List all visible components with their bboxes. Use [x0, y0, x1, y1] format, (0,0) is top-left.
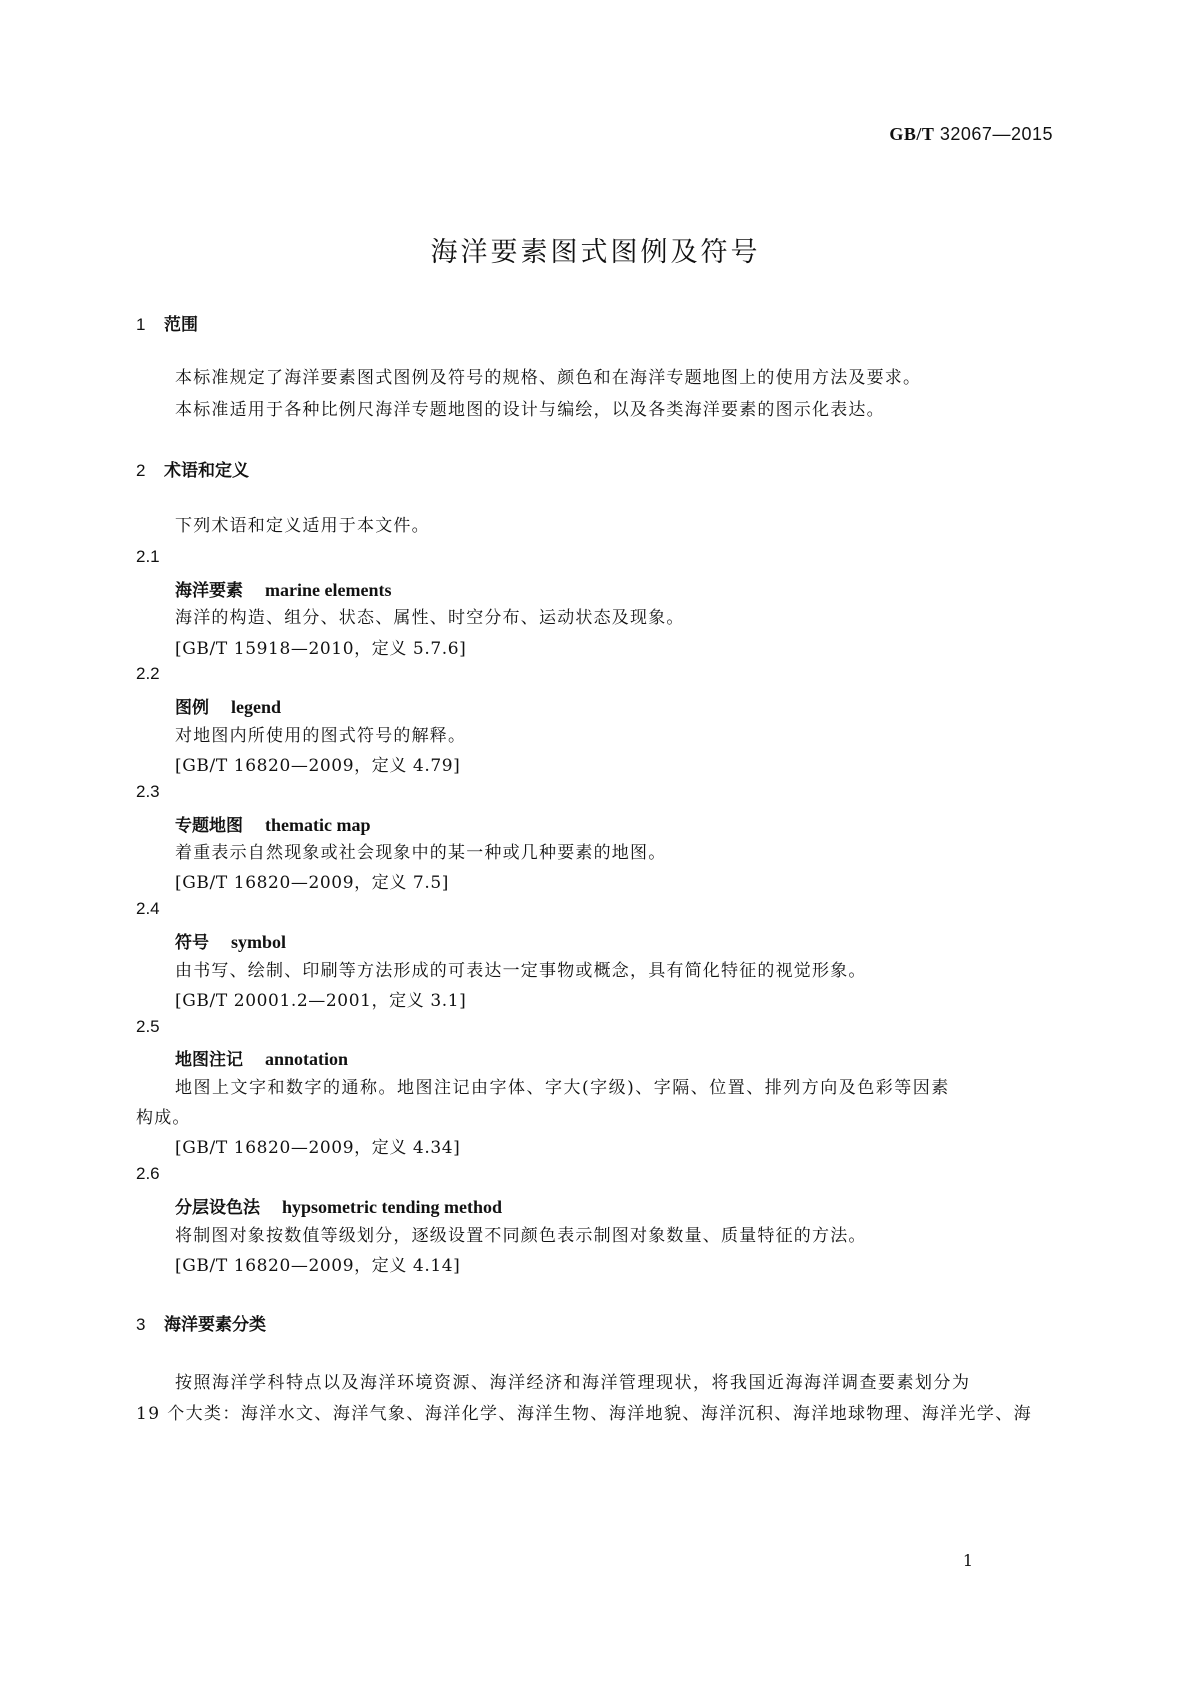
term-name [175, 928, 286, 953]
section-number: 1 [136, 315, 146, 334]
section-title: 海洋要素分类 [164, 1315, 266, 1335]
scope-paragraph-1: 本标准规定了海洋要素图式图例及符号的规格、颜色和在海洋专题地图上的使用方法及要求。 [175, 368, 922, 388]
term-en: annotation [265, 1049, 349, 1069]
term-zh: 符号 [175, 933, 209, 953]
term-en: thematic map [265, 815, 371, 835]
term-zh: 地图注记 [175, 1050, 243, 1070]
term-number: 2.1 [136, 547, 160, 566]
term-en: legend [231, 697, 282, 717]
term-source: [GB/T 16820—2009，定义 7.5] [175, 873, 449, 893]
section-title: 范围 [164, 315, 198, 335]
term-definition: 海洋的构造、组分、状态、属性、时空分布、运动状态及现象。 [175, 608, 685, 628]
section-heading-terms [136, 456, 249, 481]
standard-code [889, 124, 1053, 145]
section-number: 2 [136, 461, 146, 480]
term-definition: 由书写、绘制、印刷等方法形成的可表达一定事物或概念，具有简化特征的视觉形象。 [175, 961, 867, 981]
term-source: [GB/T 16820—2009，定义 4.14] [175, 1256, 461, 1276]
section-number: 3 [136, 1315, 146, 1334]
term-source: [GB/T 16820—2009，定义 4.34] [175, 1138, 461, 1158]
classification-line-1: 按照海洋学科特点以及海洋环境资源、海洋经济和海洋管理现状，将我国近海海洋调查要素划分为 [175, 1373, 971, 1393]
section-heading-scope [136, 310, 198, 335]
term-definition-continued: 构成。 [136, 1108, 191, 1128]
page-number: 1 [962, 1551, 973, 1570]
section-title: 术语和定义 [164, 461, 249, 481]
term-definition: 地图上文字和数字的通称。地图注记由字体、字大(字级)、字隔、位置、排列方向及色彩等因素 [175, 1078, 950, 1098]
term-number: 2.2 [136, 664, 160, 683]
term-definition: 对地图内所使用的图式符号的解释。 [175, 726, 467, 746]
term-definition: 将制图对象按数值等级划分，逐级设置不同颜色表示制图对象数量、质量特征的方法。 [175, 1226, 867, 1246]
term-name [175, 1045, 348, 1070]
term-en: symbol [231, 932, 287, 952]
term-number: 2.3 [136, 782, 160, 801]
term-zh: 分层设色法 [175, 1198, 260, 1218]
term-name [175, 693, 281, 718]
term-en: hypsometric tending method [282, 1197, 502, 1217]
term-number: 2.5 [136, 1017, 160, 1036]
term-zh: 图例 [175, 698, 209, 718]
terms-intro: 下列术语和定义适用于本文件。 [175, 516, 430, 536]
term-zh: 专题地图 [175, 816, 243, 836]
document-title: 海洋要素图式图例及符号 [430, 237, 761, 268]
term-source: [GB/T 16820—2009，定义 4.79] [175, 756, 461, 776]
term-name [175, 1193, 502, 1218]
scope-paragraph-2: 本标准适用于各种比例尺海洋专题地图的设计与编绘，以及各类海洋要素的图示化表达。 [175, 400, 885, 420]
term-en: marine elements [265, 580, 392, 600]
term-number: 2.4 [136, 899, 160, 918]
term-name [175, 811, 370, 836]
term-definition: 着重表示自然现象或社会现象中的某一种或几种要素的地图。 [175, 843, 667, 863]
term-name [175, 576, 391, 601]
section-heading-classification [136, 1310, 266, 1335]
standard-prefix: GB/T [889, 124, 935, 144]
standard-number: 32067—2015 [939, 124, 1053, 144]
term-source: [GB/T 20001.2—2001，定义 3.1] [175, 991, 467, 1011]
classification-line-2: 19 个大类：海洋水文、海洋气象、海洋化学、海洋生物、海洋地貌、海洋沉积、海洋地球物理、海洋光学、海 [136, 1404, 1033, 1424]
term-source: [GB/T 15918—2010，定义 5.7.6] [175, 639, 467, 659]
term-zh: 海洋要素 [175, 581, 243, 601]
term-number: 2.6 [136, 1164, 160, 1183]
